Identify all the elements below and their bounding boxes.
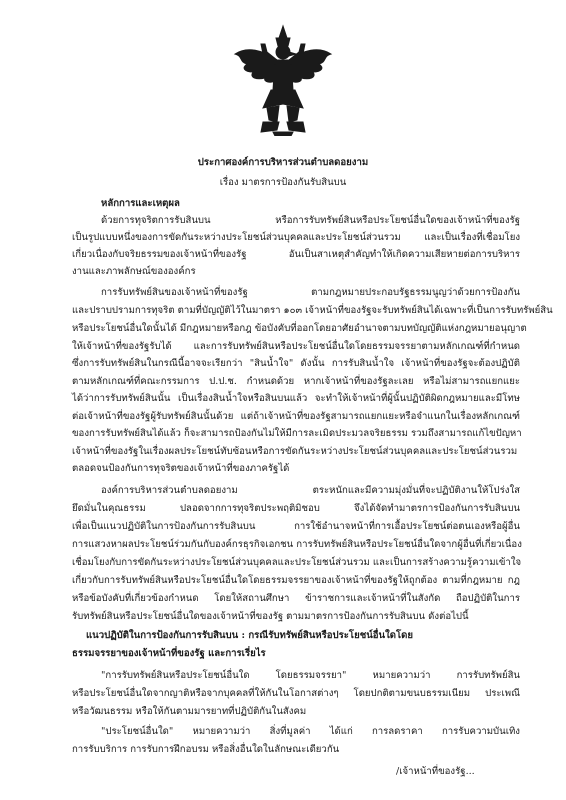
paragraph-line: องค์การบริหารส่วนตำบลดอยงาม ตระหนักและมีความมุ่งมั่นที่จะปฏิบัติงานให้โปร่งใส (101, 485, 520, 496)
garuda-emblem-icon (233, 24, 333, 136)
paragraph-line: การแสวงหาผลประโยชน์ร่วมกันกับองค์กรธุรกิจเอกชน การรับทรัพย์สินหรือประโยชน์อื่นใดจากผู้อื่นที่เกี่ยวเนื่อง (72, 539, 522, 550)
definition-line: หรือประโยชน์อื่นใดจากญาติหรือจากบุคคลที่ให้กันในโอกาสต่างๆ โดยปกติตามขนบธรรมเนียม ประเพณี (72, 688, 520, 699)
paragraph-line: เชื่อมโยงกับการขัดกันระหว่างประโยชน์ส่วนบุคคลและประโยชน์ส่วนรวม และเป็นการสร้างความรู้ความเข้าใจ (72, 557, 522, 568)
definition-line: "ประโยชน์อื่นใด" หมายความว่า สิ่งที่มูลค่า ได้แก่ การลดราคา การรับความบันเทิง (101, 726, 520, 737)
paragraph-line: เพื่อเป็นแนวปฏิบัติในการป้องกันการรับสินบน การใช้อำนาจหน้าที่การเอื้อประโยชน์ต่อตนเองหรือผู้อื่น (72, 521, 520, 532)
paragraph-line: การรับทรัพย์สินของเจ้าหน้าที่ของรัฐ ตามกฎหมายประกอบรัฐธรรมนูญว่าด้วยการป้องกัน (101, 287, 520, 298)
paragraph-line: ด้วยการทุจริตการรับสินบน หรือการรับทรัพย์สินหรือประโยชน์อื่นใดของเจ้าหน้าที่ของรัฐ (101, 215, 520, 226)
paragraph-line: และปราบปรามการทุจริต ตามที่บัญญัติไว้ในมาตรา ๑๐๓ เจ้าหน้าที่ของรัฐจะรับทรัพย์สินได้เฉพาะที่เป็นการรับทรัพย์สิน (72, 305, 553, 316)
definition-line: หรือวัฒนธรรม หรือให้กันตามมารยาทที่ปฏิบัติกันในสังคม (72, 706, 307, 717)
section-heading-principles: หลักการและเหตุผล (101, 198, 180, 209)
document-subject: เรื่อง มาตรการป้องกันรับสินบน (219, 177, 347, 188)
paragraph-line: ต่อเจ้าหน้าที่ของรัฐผู้รับทรัพย์สินนั้นด้วย แต่ถ้าเจ้าหน้าที่ของรัฐสามารถแยกแยะหรือจำแนกในเรื่องหลักเกณฑ์ (72, 411, 520, 422)
paragraph-line: เจ้าหน้าที่ของรัฐในเรื่องผลประโยชน์ทับซ้อนหรือการขัดกันระหว่างประโยชน์ส่วนบุคคลและประโยชน์ส่วนรวม (72, 446, 518, 457)
paragraph-line: ให้เจ้าหน้าที่ของรัฐรับได้ และการรับทรัพย์สินหรือประโยชน์อื่นใดโดยธรรมจรรยาตามหลักเกณฑ์ที่กำหนด (72, 341, 520, 352)
paragraph-line: งานและภาพลักษณ์ขององค์กร (72, 266, 196, 277)
paragraph-line: ของการรับทรัพย์สินได้แล้ว ก็จะสามารถป้องกันไม่ให้มีการละเมิดประมวลจริยธรรม รวมถึงสามารถแก้ไขปัญหา (72, 428, 522, 439)
section-heading-guidelines: แนวปฏิบัติในการป้องกันการรับสินบน : กรณีรับทรัพย์สินหรือประโยชน์อื่นใดโดย (86, 630, 414, 641)
paragraph-line: เป็นรูปแบบหนึ่งของการขัดกันระหว่างประโยชน์ส่วนบุคคลและประโยชน์ส่วนรวม และเป็นเรื่องที่เชื่อมโยง (72, 232, 520, 243)
paragraph-line: ตลอดจนป้องกันการทุจริตของเจ้าหน้าที่ของภาครัฐได้ (72, 463, 290, 474)
continuation-note: /เจ้าหน้าที่ของรัฐ... (396, 766, 475, 777)
definition-line: การรับบริการ การรับการฝึกอบรม หรือสิ่งอื่นใดในลักษณะเดียวกัน (72, 744, 340, 755)
document-title: ประกาศองค์การบริหารส่วนตำบลดอยงาม (197, 157, 369, 168)
paragraph-line: เกี่ยวกับการรับทรัพย์สินหรือประโยชน์อื่นใดโดยธรรมจรรยาของเจ้าหน้าที่ของรัฐให้ถูกต้อง ตามที่กฎหมาย กฎ (72, 575, 520, 586)
paragraph-line: ยึดมั่นในคุณธรรม ปลอดจากการทุจริตประพฤติมิชอบ จึงได้จัดทำมาตรการป้องกันการรับสินบน (72, 503, 520, 514)
paragraph-line: ตามหลักเกณฑ์ที่คณะกรรมการ ป.ป.ช. กำหนดด้วย หากเจ้าหน้าที่ของรัฐละเลย หรือไม่สามารถแยกแยะ (72, 376, 520, 387)
definition-line: "การรับทรัพย์สินหรือประโยชน์อื่นใด โดยธรรมจรรยา" หมายความว่า การรับทรัพย์สิน (101, 670, 520, 681)
paragraph-line: ได้ว่าการรับทรัพย์สินนั้น เป็นเรื่องสินน้ำใจหรือสินบนแล้ว จะทำให้เจ้าหน้าที่ผู้นั้นปฏิบัติผิดกฎหมายและมีโทษ (72, 393, 520, 404)
paragraph-line: รับทรัพย์สินหรือประโยชน์อื่นใดของเจ้าหน้าที่ของรัฐ ตามมาตรการป้องกันการรับสินบน ดังต่อไปนี้ (72, 611, 469, 622)
section-heading-guidelines-cont: ธรรมจรรยาของเจ้าหน้าที่ของรัฐ และการเรี่ยไร (72, 648, 266, 659)
paragraph-line: หรือประโยชน์อื่นใดนั้นได้ มีกฎหมายหรือกฎ ข้อบังคับที่ออกโดยอาศัยอำนาจตามบทบัญญัติแห่งกฎหมายอนุญาต (72, 323, 527, 334)
paragraph-line: หรือข้อบังคับที่เกี่ยวข้องกำหนด โดยให้สถานศึกษา ข้าราชการและเจ้าหน้าที่ในสังกัด ถือปฏิบัติในการ (72, 593, 520, 604)
paragraph-line: ซึ่งการรับทรัพย์สินในกรณีนี้อาจจะเรียกว่า "สินน้ำใจ" ดังนั้น การรับสินน้ำใจ เจ้าหน้าที่ของรัฐจะต้องปฏิบัติ (72, 358, 520, 369)
paragraph-line: เกี่ยวเนื่องกับจริยธรรมของเจ้าหน้าที่ของรัฐ อันเป็นสาเหตุสำคัญทำให้เกิดความเสียหายต่อการบริหาร (72, 249, 520, 260)
